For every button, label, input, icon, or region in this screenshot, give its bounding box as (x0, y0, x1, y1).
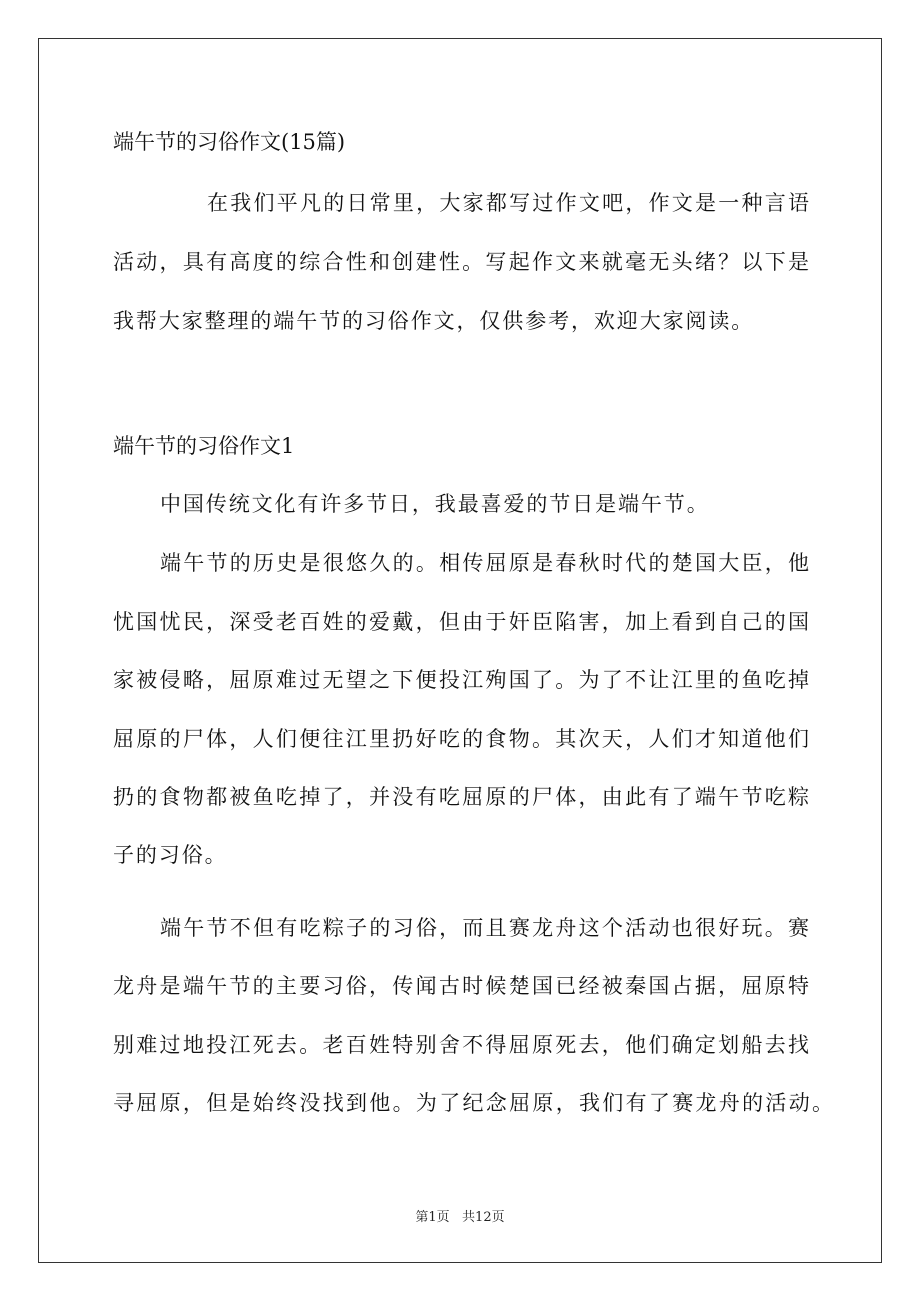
paragraph-line: 中国传统文化有许多节日，我最喜爱的节日是端午节。 (160, 492, 710, 516)
paragraph-line: 忧国忧民，深受老百姓的爱戴，但由于奸臣陷害，加上看到自己的国 (113, 610, 809, 634)
section-heading: 端午节的习俗作文1 (113, 434, 295, 458)
paragraph-line: 扔的食物都被鱼吃掉了，并没有吃屈原的尸体，由此有了端午节吃粽 (113, 785, 809, 809)
paragraph-line: 别难过地投江死去。老百姓特别舍不得屈原死去，他们确定划船去找 (113, 1033, 809, 1057)
paragraph-line: 屈原的尸体，人们便往江里扔好吃的食物。其次天，人们才知道他们 (113, 727, 809, 751)
page-border (38, 38, 882, 1263)
document-title: 端午节的习俗作文(15篇) (113, 130, 346, 154)
intro-line: 在我们平凡的日常里，大家都写过作文吧，作文是一种言语 (207, 191, 809, 215)
paragraph-line: 龙舟是端午节的主要习俗，传闻古时候楚国已经被秦国占据，屈原特 (113, 974, 809, 998)
intro-line: 我帮大家整理的端午节的习俗作文，仅供参考，欢迎大家阅读。 (113, 309, 755, 333)
intro-line: 活动，具有高度的综合性和创建性。写起作文来就毫无头绪？以下是 (113, 250, 809, 274)
paragraph-line: 端午节不但有吃粽子的习俗，而且赛龙舟这个活动也很好玩。赛 (160, 916, 809, 940)
paragraph-line: 子的习俗。 (113, 843, 228, 867)
paragraph-line: 家被侵略，屈原难过无望之下便投江殉国了。为了不让江里的鱼吃掉 (113, 668, 809, 692)
page-footer: 第1页 共12页 (415, 1210, 505, 1225)
paragraph-line: 端午节的历史是很悠久的。相传屈原是春秋时代的楚国大臣，他 (160, 551, 809, 575)
paragraph-line: 寻屈原，但是始终没找到他。为了纪念屈原，我们有了赛龙舟的活动。 (113, 1091, 833, 1115)
